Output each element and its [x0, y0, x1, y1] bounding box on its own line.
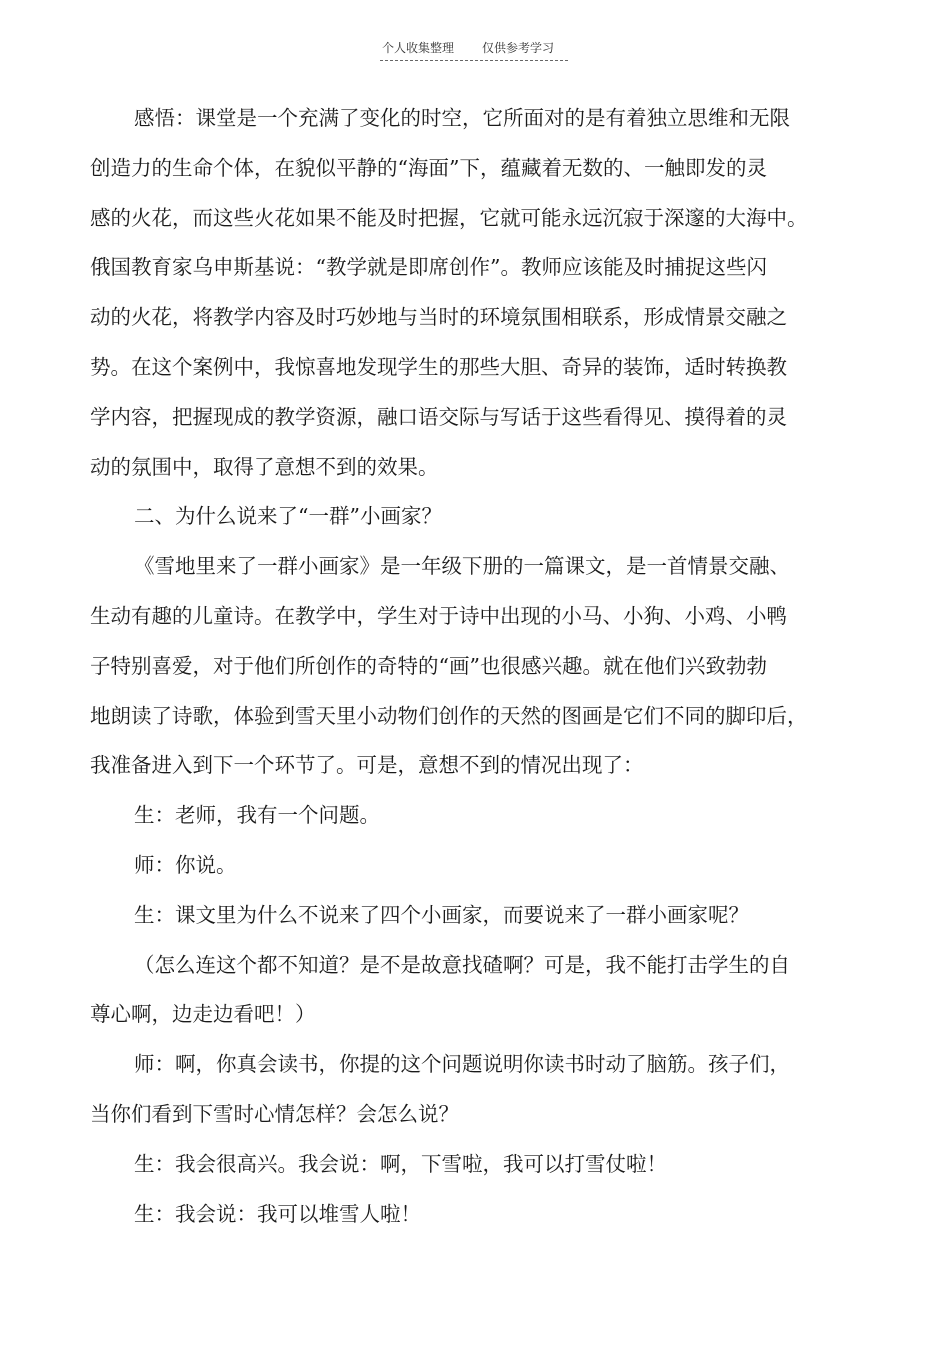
text-line: 《雪地里来了一群小画家》是一年级下册的一篇课文，是一首情景交融、: [134, 554, 790, 579]
aside-line: （怎么连这个都不知道？是不是故意找碴啊？可是，我不能打击学生的自: [134, 952, 790, 977]
text-line: 我准备进入到下一个环节了。可是，意想不到的情况出现了：: [90, 753, 644, 778]
dialogue-line: 师：你说。: [134, 852, 237, 877]
section-heading: 二、为什么说来了“一群”小画家？: [134, 504, 442, 529]
aside-line: 尊心啊，边走边看吧！）: [90, 1002, 316, 1027]
text-line: 动的氛围中，取得了意想不到的效果。: [90, 454, 439, 479]
dialogue-line: 生：老师，我有一个问题。: [134, 803, 380, 828]
text-line: 创造力的生命个体，在貌似平静的“海面”下，蕴藏着无数的、一触即发的灵: [90, 155, 767, 180]
header-right-text: 仅供参考学习: [482, 41, 555, 55]
dialogue-line: 师：啊，你真会读书，你提的这个问题说明你读书时动了脑筋。孩子们，: [134, 1052, 790, 1077]
text-line: 感的火花，而这些火花如果不能及时把握，它就可能永远沉寂于深邃的大海中。: [90, 205, 808, 230]
text-line: 势。在这个案例中，我惊喜地发现学生的那些大胆、奇异的装饰，适时转换教: [90, 354, 787, 379]
dialogue-line: 生：我会很高兴。我会说：啊，下雪啦，我可以打雪仗啦！: [134, 1151, 667, 1176]
dialogue-line: 生：课文里为什么不说来了四个小画家，而要说来了一群小画家呢？: [134, 902, 749, 927]
dialogue-line: 生：我会说：我可以堆雪人啦！: [134, 1201, 421, 1226]
document-body: [90, 94, 812, 1239]
text-line: 俄国教育家乌申斯基说：“教学就是即席创作”。教师应该能及时捕捉这些闪: [90, 255, 767, 280]
dialogue-line: 当你们看到下雪时心情怎样？会怎么说？: [90, 1101, 459, 1126]
text-line: 动的火花，将教学内容及时巧妙地与当时的环境氛围相联系，形成情景交融之: [90, 305, 787, 330]
page-header: [380, 38, 568, 61]
text-line: 地朗读了诗歌，体验到雪天里小动物们创作的天然的图画是它们不同的脚印后，: [90, 703, 808, 728]
text-line: 感悟：课堂是一个充满了变化的时空，它所面对的是有着独立思维和无限: [134, 106, 790, 130]
header-left-text: 个人收集整理: [382, 41, 455, 55]
text-line: 生动有趣的儿童诗。在教学中，学生对于诗中出现的小马、小狗、小鸡、小鸭: [90, 603, 787, 628]
text-line: 学内容，把握现成的教学资源，融口语交际与写话于这些看得见、摸得着的灵: [90, 404, 787, 429]
text-line: 子特别喜爱，对于他们所创作的奇特的“画”也很感兴趣。就在他们兴致勃勃: [90, 653, 767, 678]
